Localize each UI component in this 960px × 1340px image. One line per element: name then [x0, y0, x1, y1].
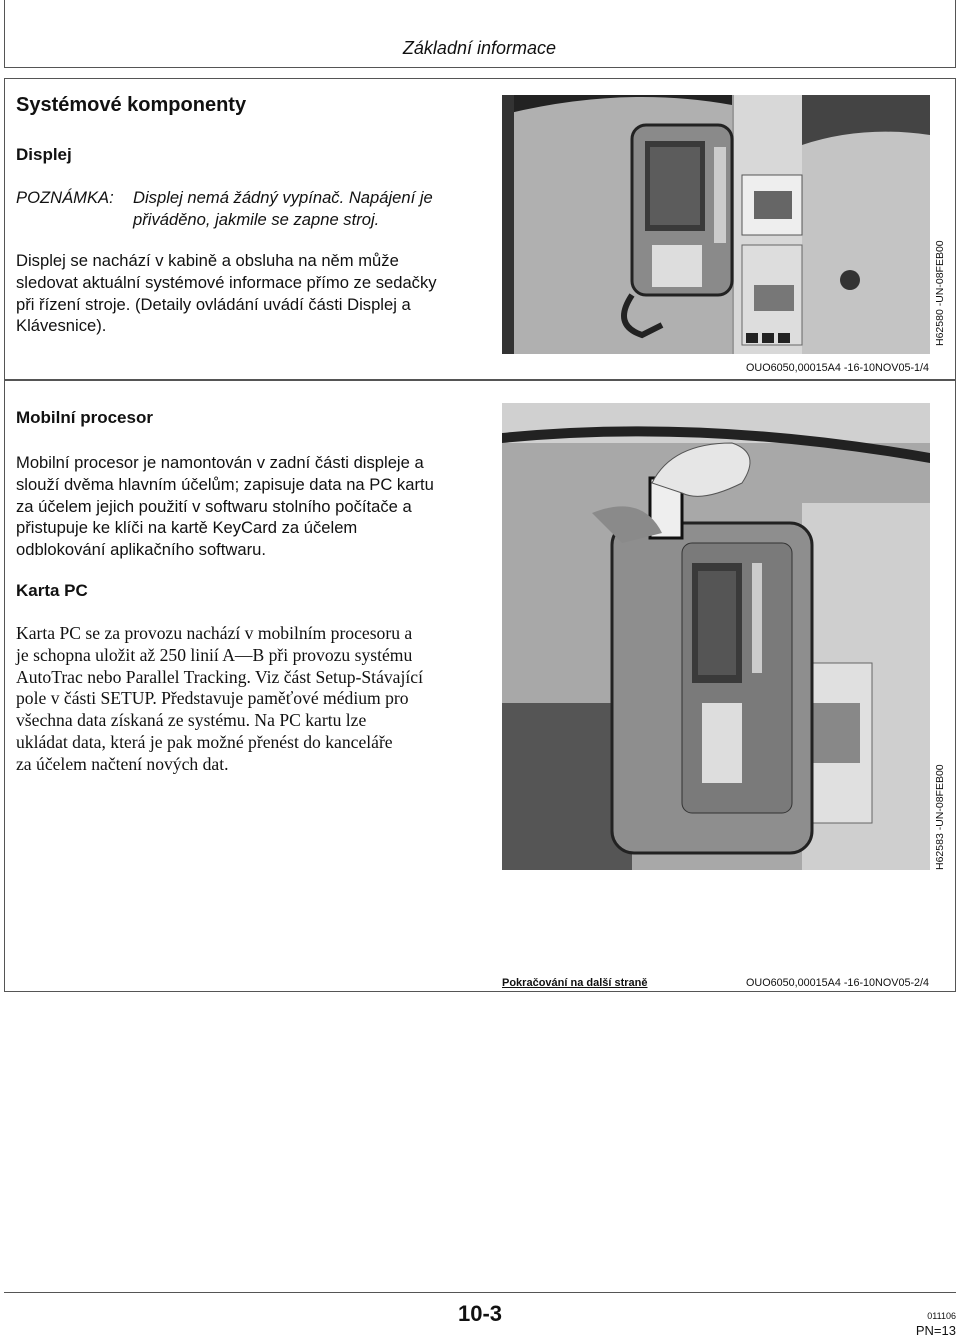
paragraph-line: odblokování aplikačního softwaru. — [16, 540, 266, 560]
processor-photo — [502, 403, 930, 870]
paragraph-line: Karta PC se za provozu nachází v mobilním procesoru a — [16, 623, 413, 643]
displej-paragraph — [16, 250, 437, 337]
page-header-title: Základní informace — [402, 38, 556, 58]
subheading-karta-pc: Karta PC — [16, 581, 88, 600]
paragraph-line: Mobilní procesor je namontován v zadní části displeje a — [16, 453, 424, 472]
continued-note: Pokračování na další straně — [502, 977, 648, 989]
footer-code: 011106 — [927, 1311, 956, 1321]
paragraph-line: přistupuje ke klíči na kartě KeyCard za účelem — [16, 518, 358, 538]
section2-reference: OUO6050,00015A4 -16-10NOV05-2/4 — [746, 977, 930, 989]
section-heading: Systémové komponenty — [16, 94, 247, 116]
display-photo — [502, 95, 930, 354]
paragraph-line: slouží dvěma hlavním účelům; zapisuje data na PC kartu — [16, 474, 434, 494]
paragraph-line: Klávesnice). — [16, 316, 107, 336]
display-photo-illustration — [502, 95, 930, 354]
note-line-2: přiváděno, jakmile se zapne stroj. — [133, 210, 380, 229]
footer-pn: PN=13 — [915, 1323, 956, 1338]
note-line-1: Displej nemá žádný vypínač. Napájení je — [133, 188, 433, 207]
subheading-mobilni-procesor: Mobilní procesor — [16, 408, 153, 427]
paragraph-line: je schopna uložit až 250 linií A—B při provozu systému — [16, 644, 413, 665]
subheading-displej: Displej — [16, 145, 72, 164]
paragraph-line: ukládat data, která je pak možné přenést do kanceláře — [16, 731, 393, 752]
paragraph-line: za účelem načtení nových dat. — [16, 753, 229, 774]
paragraph-line: sledovat aktuální systémové informace přímo ze sedačky — [16, 272, 437, 292]
paragraph-line: za účelem jejich použití v softwaru stolního počítače a — [16, 496, 412, 516]
processor-photo-illustration — [502, 403, 930, 870]
paragraph-line: při řízení stroje. (Detaily ovládání uvádí části Displej a — [16, 294, 411, 314]
photo1-code: H62580 -UN-08FEB00 — [934, 240, 946, 346]
footer-rule — [4, 1292, 956, 1293]
page-number: 10-3 — [458, 1301, 503, 1326]
paragraph-line: AutoTrac nebo Parallel Tracking. Viz část Setup-Stávající — [16, 666, 423, 687]
karta-pc-paragraph — [16, 623, 423, 776]
paragraph-line: všechna data získaná ze systému. Na PC kartu lze — [16, 710, 367, 731]
paragraph-line: Displej se nachází v kabině a obsluha na něm může — [16, 251, 399, 270]
photo2-code: H62583 -UN-08FEB00 — [934, 764, 946, 870]
mobilni-paragraph — [16, 452, 434, 561]
note-label: POZNÁMKA: — [16, 188, 114, 207]
section1-reference: OUO6050,00015A4 -16-10NOV05-1/4 — [746, 362, 930, 374]
paragraph-line: pole v části SETUP. Představuje paměťové médium pro — [16, 688, 409, 709]
